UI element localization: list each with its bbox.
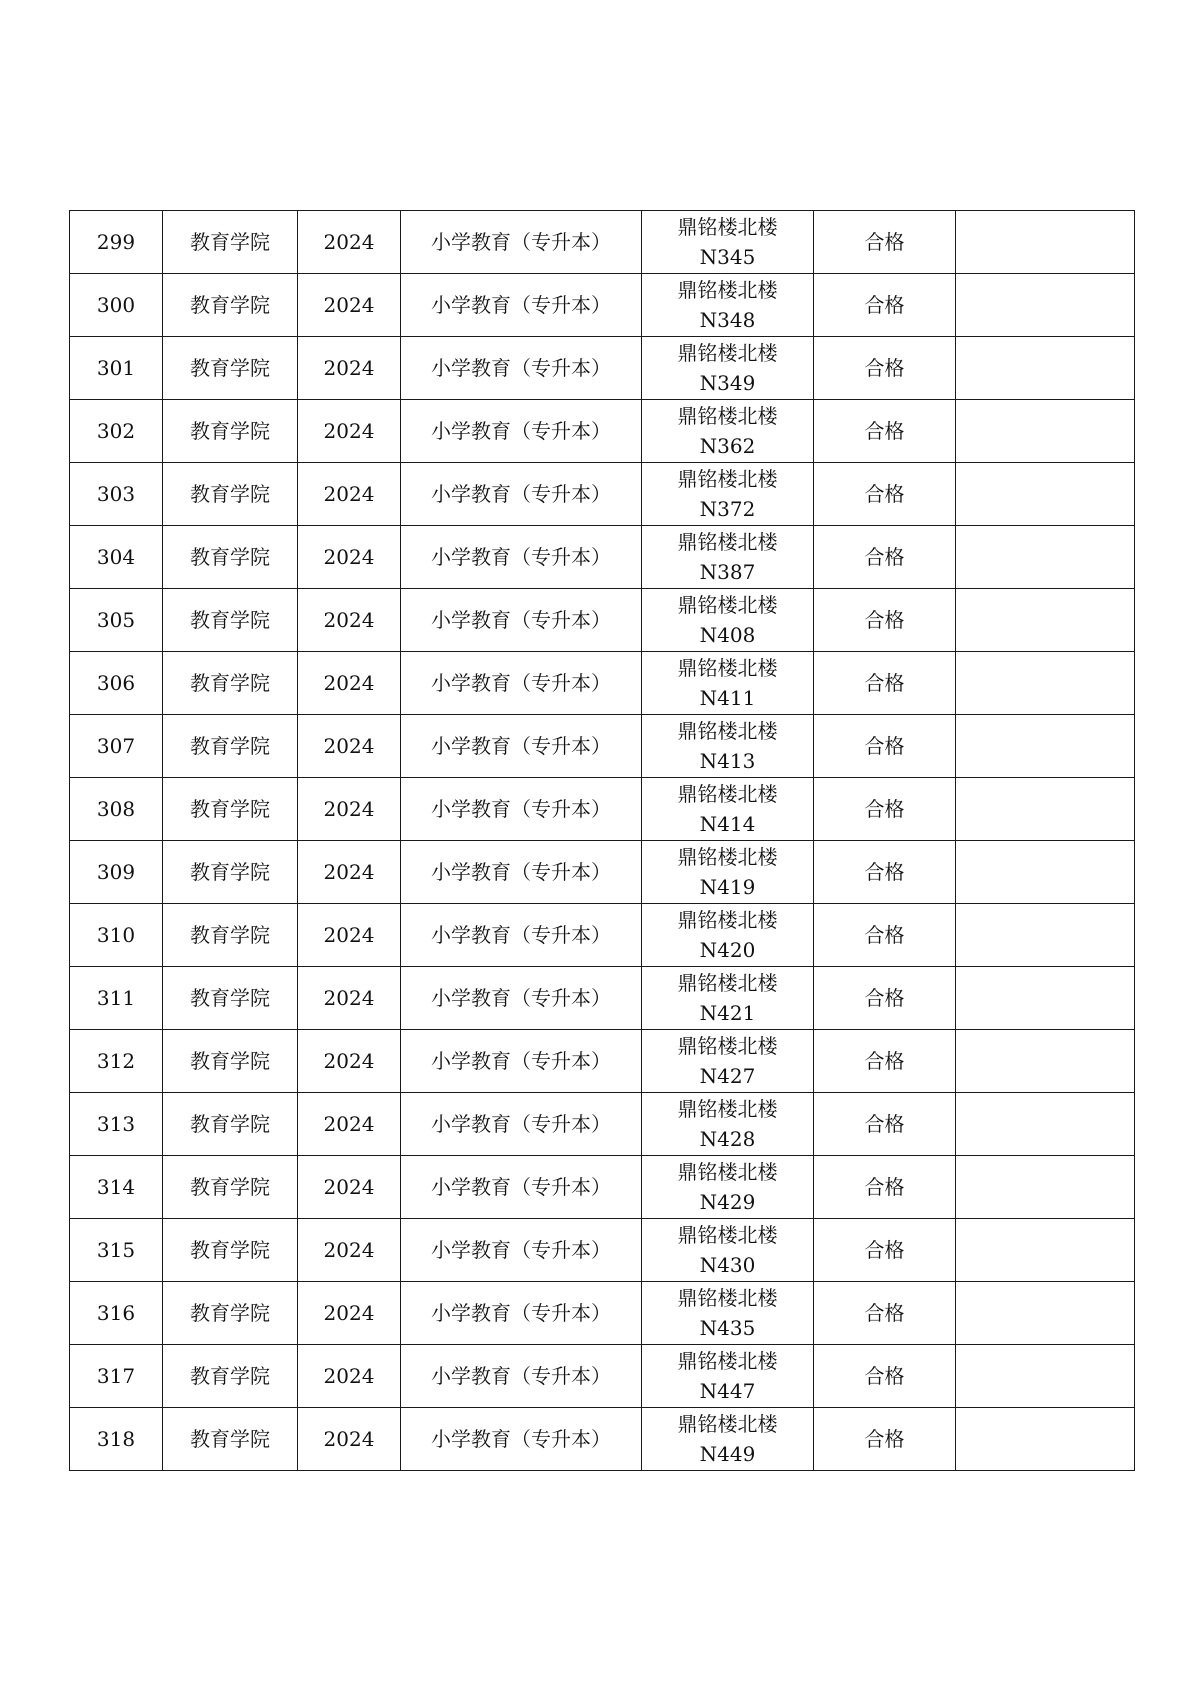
dorm-room-text: N421 — [699, 1001, 756, 1025]
cell-dormitory — [642, 904, 814, 967]
dorm-building-text: 鼎铭楼北楼 — [677, 1160, 778, 1184]
cell-dormitory — [642, 526, 814, 589]
cell-result: 合格 — [814, 1345, 956, 1408]
cell-major: 小学教育（专升本） — [401, 904, 642, 967]
dorm-room-text: N387 — [699, 560, 756, 584]
cell-dormitory — [642, 1219, 814, 1282]
dorm-room-text: N429 — [699, 1190, 756, 1214]
cell-serial-number: 308 — [70, 778, 163, 841]
cell-result: 合格 — [814, 1408, 956, 1471]
cell-college: 教育学院 — [163, 904, 298, 967]
cell-college: 教育学院 — [163, 967, 298, 1030]
dorm-room-text: N428 — [699, 1127, 756, 1151]
cell-year: 2024 — [298, 526, 401, 589]
cell-remark — [956, 778, 1135, 841]
cell-serial-number: 300 — [70, 274, 163, 337]
cell-major: 小学教育（专升本） — [401, 1156, 642, 1219]
table-row — [70, 337, 1135, 400]
cell-remark — [956, 1282, 1135, 1345]
cell-result: 合格 — [814, 841, 956, 904]
cell-dormitory — [642, 715, 814, 778]
table-row — [70, 904, 1135, 967]
cell-serial-number: 314 — [70, 1156, 163, 1219]
cell-dormitory — [642, 1093, 814, 1156]
cell-result: 合格 — [814, 274, 956, 337]
cell-serial-number: 310 — [70, 904, 163, 967]
cell-year: 2024 — [298, 1093, 401, 1156]
cell-year: 2024 — [298, 715, 401, 778]
table-row — [70, 526, 1135, 589]
cell-college: 教育学院 — [163, 1156, 298, 1219]
cell-remark — [956, 274, 1135, 337]
table-body — [70, 211, 1135, 1471]
cell-major: 小学教育（专升本） — [401, 1282, 642, 1345]
cell-remark — [956, 841, 1135, 904]
cell-dormitory — [642, 211, 814, 274]
cell-major: 小学教育（专升本） — [401, 274, 642, 337]
dorm-building-text: 鼎铭楼北楼 — [677, 404, 778, 428]
dorm-building-text: 鼎铭楼北楼 — [677, 215, 778, 239]
cell-result: 合格 — [814, 1093, 956, 1156]
cell-year: 2024 — [298, 967, 401, 1030]
dorm-building-text: 鼎铭楼北楼 — [677, 782, 778, 806]
cell-year: 2024 — [298, 589, 401, 652]
cell-dormitory — [642, 1408, 814, 1471]
cell-year: 2024 — [298, 1282, 401, 1345]
table-row — [70, 589, 1135, 652]
cell-serial-number: 305 — [70, 589, 163, 652]
cell-serial-number: 309 — [70, 841, 163, 904]
dorm-room-text: N413 — [699, 749, 756, 773]
dorm-building-text: 鼎铭楼北楼 — [677, 971, 778, 995]
cell-major: 小学教育（专升本） — [401, 1093, 642, 1156]
cell-dormitory — [642, 400, 814, 463]
cell-year: 2024 — [298, 1345, 401, 1408]
cell-college: 教育学院 — [163, 337, 298, 400]
cell-remark — [956, 1219, 1135, 1282]
cell-dormitory — [642, 1030, 814, 1093]
table-row — [70, 400, 1135, 463]
cell-result: 合格 — [814, 967, 956, 1030]
cell-college: 教育学院 — [163, 463, 298, 526]
dorm-building-text: 鼎铭楼北楼 — [677, 1286, 778, 1310]
cell-major: 小学教育（专升本） — [401, 967, 642, 1030]
cell-college: 教育学院 — [163, 526, 298, 589]
cell-major: 小学教育（专升本） — [401, 1219, 642, 1282]
dorm-room-text: N362 — [699, 434, 756, 458]
dorm-building-text: 鼎铭楼北楼 — [677, 467, 778, 491]
cell-remark — [956, 463, 1135, 526]
cell-year: 2024 — [298, 211, 401, 274]
cell-dormitory — [642, 652, 814, 715]
cell-serial-number: 307 — [70, 715, 163, 778]
cell-major: 小学教育（专升本） — [401, 841, 642, 904]
dorm-room-text: N348 — [699, 308, 756, 332]
cell-major: 小学教育（专升本） — [401, 778, 642, 841]
cell-remark — [956, 1345, 1135, 1408]
cell-dormitory — [642, 1282, 814, 1345]
cell-college: 教育学院 — [163, 1030, 298, 1093]
cell-major: 小学教育（专升本） — [401, 526, 642, 589]
table-row — [70, 274, 1135, 337]
cell-result: 合格 — [814, 589, 956, 652]
cell-result: 合格 — [814, 904, 956, 967]
cell-result: 合格 — [814, 400, 956, 463]
cell-serial-number: 303 — [70, 463, 163, 526]
cell-serial-number: 316 — [70, 1282, 163, 1345]
cell-remark — [956, 1030, 1135, 1093]
cell-serial-number: 304 — [70, 526, 163, 589]
cell-dormitory — [642, 841, 814, 904]
cell-dormitory — [642, 337, 814, 400]
cell-remark — [956, 211, 1135, 274]
cell-remark — [956, 967, 1135, 1030]
cell-year: 2024 — [298, 841, 401, 904]
cell-remark — [956, 526, 1135, 589]
cell-year: 2024 — [298, 778, 401, 841]
cell-year: 2024 — [298, 1408, 401, 1471]
dorm-building-text: 鼎铭楼北楼 — [677, 719, 778, 743]
cell-major: 小学教育（专升本） — [401, 1408, 642, 1471]
table-row — [70, 1408, 1135, 1471]
cell-college: 教育学院 — [163, 1093, 298, 1156]
cell-year: 2024 — [298, 274, 401, 337]
cell-dormitory — [642, 1345, 814, 1408]
dorm-building-text: 鼎铭楼北楼 — [677, 278, 778, 302]
dorm-room-text: N427 — [699, 1064, 756, 1088]
cell-remark — [956, 400, 1135, 463]
dorm-building-text: 鼎铭楼北楼 — [677, 593, 778, 617]
table-row — [70, 967, 1135, 1030]
dorm-room-text: N372 — [699, 497, 756, 521]
cell-result: 合格 — [814, 715, 956, 778]
cell-college: 教育学院 — [163, 589, 298, 652]
cell-college: 教育学院 — [163, 1282, 298, 1345]
dorm-room-text: N345 — [699, 245, 756, 269]
dorm-building-text: 鼎铭楼北楼 — [677, 845, 778, 869]
table-row — [70, 841, 1135, 904]
cell-year: 2024 — [298, 1156, 401, 1219]
cell-result: 合格 — [814, 526, 956, 589]
cell-major: 小学教育（专升本） — [401, 652, 642, 715]
cell-serial-number: 302 — [70, 400, 163, 463]
cell-result: 合格 — [814, 1282, 956, 1345]
table-row — [70, 1030, 1135, 1093]
cell-year: 2024 — [298, 400, 401, 463]
cell-serial-number: 312 — [70, 1030, 163, 1093]
cell-serial-number: 306 — [70, 652, 163, 715]
dorm-inspection-table — [69, 210, 1135, 1471]
cell-serial-number: 315 — [70, 1219, 163, 1282]
cell-dormitory — [642, 589, 814, 652]
cell-college: 教育学院 — [163, 1345, 298, 1408]
cell-serial-number: 318 — [70, 1408, 163, 1471]
cell-result: 合格 — [814, 1219, 956, 1282]
cell-remark — [956, 715, 1135, 778]
table-row — [70, 1156, 1135, 1219]
dorm-room-text: N447 — [699, 1379, 756, 1403]
cell-remark — [956, 652, 1135, 715]
dorm-room-text: N411 — [699, 686, 756, 710]
cell-remark — [956, 589, 1135, 652]
dorm-building-text: 鼎铭楼北楼 — [677, 1223, 778, 1247]
table-row — [70, 211, 1135, 274]
table-row — [70, 715, 1135, 778]
cell-major: 小学教育（专升本） — [401, 589, 642, 652]
cell-major: 小学教育（专升本） — [401, 715, 642, 778]
cell-result: 合格 — [814, 211, 956, 274]
cell-major: 小学教育（专升本） — [401, 1030, 642, 1093]
cell-dormitory — [642, 778, 814, 841]
cell-result: 合格 — [814, 1156, 956, 1219]
cell-college: 教育学院 — [163, 841, 298, 904]
cell-serial-number: 311 — [70, 967, 163, 1030]
cell-major: 小学教育（专升本） — [401, 211, 642, 274]
dorm-building-text: 鼎铭楼北楼 — [677, 1349, 778, 1373]
cell-year: 2024 — [298, 1030, 401, 1093]
cell-result: 合格 — [814, 463, 956, 526]
cell-major: 小学教育（专升本） — [401, 463, 642, 526]
cell-year: 2024 — [298, 463, 401, 526]
cell-result: 合格 — [814, 1030, 956, 1093]
dorm-room-text: N414 — [699, 812, 756, 836]
cell-serial-number: 313 — [70, 1093, 163, 1156]
dorm-room-text: N430 — [699, 1253, 756, 1277]
cell-college: 教育学院 — [163, 274, 298, 337]
table-row — [70, 778, 1135, 841]
cell-major: 小学教育（专升本） — [401, 400, 642, 463]
dorm-room-text: N420 — [699, 938, 756, 962]
cell-major: 小学教育（专升本） — [401, 337, 642, 400]
cell-remark — [956, 1156, 1135, 1219]
dorm-building-text: 鼎铭楼北楼 — [677, 1412, 778, 1436]
cell-college: 教育学院 — [163, 778, 298, 841]
cell-college: 教育学院 — [163, 1408, 298, 1471]
cell-year: 2024 — [298, 337, 401, 400]
cell-dormitory — [642, 463, 814, 526]
cell-serial-number: 301 — [70, 337, 163, 400]
table-row — [70, 1093, 1135, 1156]
dorm-room-text: N349 — [699, 371, 756, 395]
cell-serial-number: 317 — [70, 1345, 163, 1408]
cell-dormitory — [642, 274, 814, 337]
cell-college: 教育学院 — [163, 211, 298, 274]
dorm-room-text: N435 — [699, 1316, 756, 1340]
cell-remark — [956, 904, 1135, 967]
dorm-building-text: 鼎铭楼北楼 — [677, 1034, 778, 1058]
cell-college: 教育学院 — [163, 652, 298, 715]
cell-remark — [956, 1408, 1135, 1471]
cell-remark — [956, 1093, 1135, 1156]
cell-serial-number: 299 — [70, 211, 163, 274]
cell-college: 教育学院 — [163, 1219, 298, 1282]
cell-year: 2024 — [298, 1219, 401, 1282]
cell-college: 教育学院 — [163, 715, 298, 778]
table-row — [70, 652, 1135, 715]
dorm-building-text: 鼎铭楼北楼 — [677, 341, 778, 365]
cell-result: 合格 — [814, 337, 956, 400]
cell-year: 2024 — [298, 904, 401, 967]
cell-year: 2024 — [298, 652, 401, 715]
dorm-room-text: N419 — [699, 875, 756, 899]
table-row — [70, 1219, 1135, 1282]
cell-college: 教育学院 — [163, 400, 298, 463]
dorm-building-text: 鼎铭楼北楼 — [677, 1097, 778, 1121]
dorm-building-text: 鼎铭楼北楼 — [677, 530, 778, 554]
cell-major: 小学教育（专升本） — [401, 1345, 642, 1408]
dorm-building-text: 鼎铭楼北楼 — [677, 656, 778, 680]
cell-result: 合格 — [814, 652, 956, 715]
cell-result: 合格 — [814, 778, 956, 841]
dorm-building-text: 鼎铭楼北楼 — [677, 908, 778, 932]
cell-dormitory — [642, 967, 814, 1030]
cell-remark — [956, 337, 1135, 400]
table-row — [70, 1282, 1135, 1345]
dorm-room-text: N408 — [699, 623, 756, 647]
table-row — [70, 463, 1135, 526]
table-row — [70, 1345, 1135, 1408]
cell-dormitory — [642, 1156, 814, 1219]
dorm-room-text: N449 — [699, 1442, 756, 1466]
